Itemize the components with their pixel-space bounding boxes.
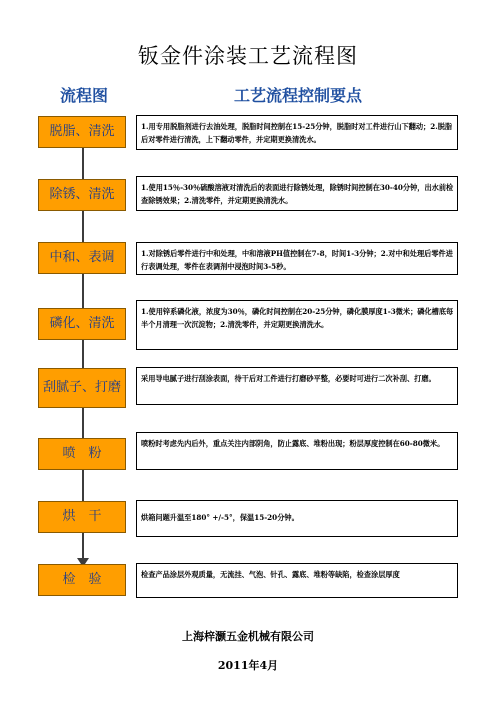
company-name: 上海梓灏五金机械有限公司 bbox=[182, 630, 314, 643]
step-inspection: 检 验 bbox=[38, 564, 126, 596]
step-putty-sanding: 刮腻子、打磨 bbox=[38, 368, 126, 408]
control-heading: 工艺流程控制要点 bbox=[234, 86, 363, 105]
page-title: 钣金件涂装工艺流程图 bbox=[138, 44, 358, 68]
step-neutralizing: 中和、表调 bbox=[38, 242, 126, 274]
step-note-baking: 烘箱问题升温至180° +/-5°，保温15-20分钟。 bbox=[136, 500, 458, 537]
step-note-powder-spraying: 喷粉时考虑先内后外，重点关注内部阴角，防止露底、堆粉出现；粉层厚度控制在60-80微米。 bbox=[136, 432, 458, 470]
step-note-neutralizing: 1.对除锈后零件进行中和处理，中和溶液PH值控制在7-8，时间1-3分钟；2.对中和处理后零件进行表调处理，零件在表调剂中浸泡时间3-5秒。 bbox=[136, 242, 458, 275]
step-phosphating: 磷化、清洗 bbox=[38, 308, 126, 340]
step-note-degreasing: 1.用专用脱脂剂进行去油处理，脱脂时间控制在15-25分钟，脱脂时对工件进行山下翻动；2.脱脂后对零件进行清洗，上下翻动零件，并定期更换清洗水。 bbox=[136, 115, 458, 150]
flow-heading: 流程图 bbox=[60, 86, 109, 105]
step-note-derusting: 1.使用15％-30％硫酸溶液对清洗后的表面进行除锈处理，除锈时间控制在30-40分钟，出水前检查除锈效果；2.清洗零件，并定期更换清洗水。 bbox=[136, 176, 458, 211]
step-baking: 烘 干 bbox=[38, 501, 126, 533]
step-note-putty-sanding: 采用导电腻子进行刮涂表面，待干后对工件进行打磨砂平整，必要时可进行二次补刮、打磨。 bbox=[136, 367, 458, 405]
document-date: 2011年4月 bbox=[217, 659, 279, 672]
step-degreasing: 脱脂、清洗 bbox=[38, 116, 126, 148]
step-note-inspection: 检查产品涂层外观质量，无流挂、气泡、针孔、露底、堆粉等缺陷，检查涂层厚度 bbox=[136, 563, 458, 598]
step-powder-spraying: 喷 粉 bbox=[38, 438, 126, 470]
step-note-phosphating: 1.使用锌系磷化液，浓度为30％，磷化时间控制在20-25分钟，磷化膜厚度1-3微米；磷化槽底每半个月清理一次沉淀物；2.清洗零件，并定期更换清洗水。 bbox=[136, 300, 458, 350]
step-derusting: 除锈、清洗 bbox=[38, 179, 126, 211]
